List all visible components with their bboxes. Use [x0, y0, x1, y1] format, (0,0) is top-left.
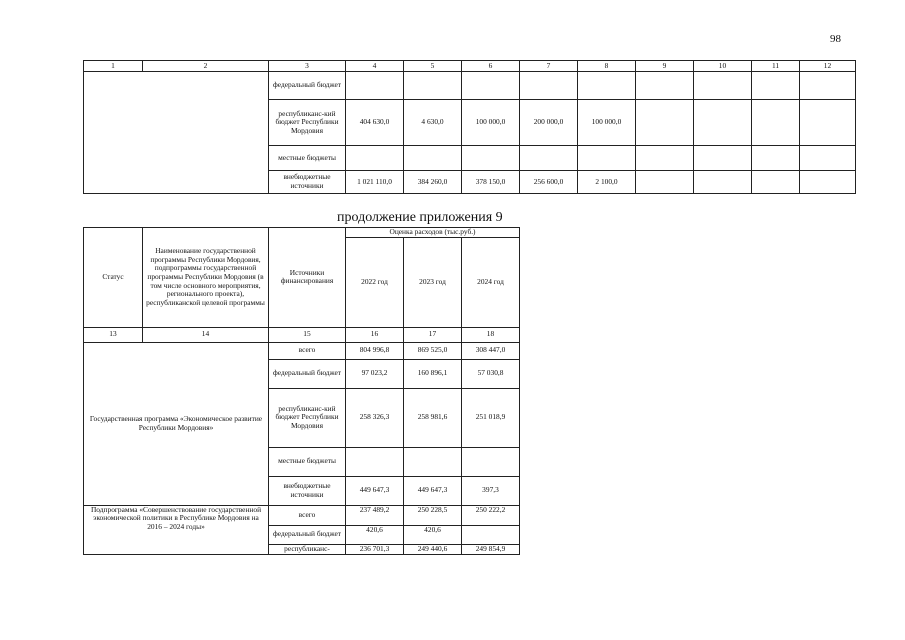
value-cell: 251 018,9	[462, 388, 520, 447]
value-cell: 378 150,0	[462, 171, 520, 194]
appendix-caption: продолжение приложения 9	[337, 210, 503, 225]
value-cell: 2 100,0	[578, 171, 636, 194]
value-cell: 869 525,0	[404, 342, 462, 359]
value-cell	[636, 146, 694, 171]
value-cell: 384 260,0	[404, 171, 462, 194]
value-cell: 1 021 110,0	[346, 171, 404, 194]
value-cell: 308 447,0	[462, 342, 520, 359]
value-cell	[752, 146, 800, 171]
value-cell	[800, 72, 856, 100]
value-cell	[346, 146, 404, 171]
value-cell: 4 630,0	[404, 100, 462, 146]
col-num: 4	[346, 61, 404, 72]
value-cell: 449 647,3	[346, 476, 404, 505]
value-cell	[404, 146, 462, 171]
col-num: 1	[84, 61, 143, 72]
value-cell: 420,6	[346, 525, 404, 544]
source-cell: федеральный бюджет	[269, 72, 346, 100]
table-expenditure-estimate	[83, 227, 520, 555]
source-cell: республиканс-кий бюджет Республики Мордовия	[269, 100, 346, 146]
value-cell	[520, 72, 578, 100]
value-cell	[800, 100, 856, 146]
source-cell: федеральный бюджет	[269, 359, 346, 388]
value-cell: 236 701,3	[346, 544, 404, 554]
estimate-header: Оценка расходов (тыс.руб.)	[346, 228, 520, 238]
value-cell: 258 981,6	[404, 388, 462, 447]
col-num: 5	[404, 61, 462, 72]
empty-merged-cell	[84, 72, 269, 194]
col-num: 18	[462, 327, 520, 342]
value-cell: 397,3	[462, 476, 520, 505]
source-cell: всего	[269, 342, 346, 359]
value-cell	[694, 146, 752, 171]
value-cell	[346, 447, 404, 476]
col-num: 17	[404, 327, 462, 342]
value-cell	[462, 525, 520, 544]
source-cell: местные бюджеты	[269, 447, 346, 476]
col-num: 10	[694, 61, 752, 72]
value-cell	[636, 171, 694, 194]
value-cell: 250 228,5	[404, 505, 462, 525]
value-cell	[800, 146, 856, 171]
value-cell	[462, 447, 520, 476]
value-cell: 420,6	[404, 525, 462, 544]
value-cell	[404, 447, 462, 476]
value-cell: 256 600,0	[520, 171, 578, 194]
col-num: 3	[269, 61, 346, 72]
col-num: 12	[800, 61, 856, 72]
value-cell: 237 489,2	[346, 505, 404, 525]
value-cell	[636, 100, 694, 146]
value-cell: 249 854,9	[462, 544, 520, 554]
col-num: 7	[520, 61, 578, 72]
value-cell: 449 647,3	[404, 476, 462, 505]
col-num: 6	[462, 61, 520, 72]
status-header: Статус	[84, 228, 143, 328]
year-2024-header: 2024 год	[462, 237, 520, 327]
header-row	[84, 228, 520, 238]
table-row	[84, 72, 856, 100]
value-cell	[694, 171, 752, 194]
value-cell: 100 000,0	[578, 100, 636, 146]
value-cell: 97 023,2	[346, 359, 404, 388]
col-num: 8	[578, 61, 636, 72]
value-cell	[636, 72, 694, 100]
value-cell: 200 000,0	[520, 100, 578, 146]
col-num: 11	[752, 61, 800, 72]
source-cell: внебюджетные источники	[269, 171, 346, 194]
value-cell: 160 896,1	[404, 359, 462, 388]
source-cell: внебюджетные источники	[269, 476, 346, 505]
value-cell	[694, 72, 752, 100]
source-cell: республиканс-кий бюджет Республики Мордовия	[269, 388, 346, 447]
sources-header: Источники финансирования	[269, 228, 346, 328]
value-cell: 250 222,2	[462, 505, 520, 525]
value-cell	[462, 72, 520, 100]
value-cell: 258 326,3	[346, 388, 404, 447]
program-name-cell: Государственная программа «Экономическое развитие Республики Мордовия»	[84, 342, 269, 505]
subprogram-name-cell: Подпрограмма «Совершенствование государственной экономической политики в Республике Мордовия на 2016 – 2024 годы»	[84, 505, 269, 554]
value-cell: 100 000,0	[462, 100, 520, 146]
table-row	[84, 505, 520, 525]
value-cell	[752, 171, 800, 194]
value-cell	[800, 171, 856, 194]
year-2022-header: 2022 год	[346, 237, 404, 327]
value-cell	[462, 146, 520, 171]
col-num: 16	[346, 327, 404, 342]
value-cell: 249 440,6	[404, 544, 462, 554]
value-cell	[346, 72, 404, 100]
value-cell: 404 630,0	[346, 100, 404, 146]
value-cell: 57 030,8	[462, 359, 520, 388]
value-cell	[578, 146, 636, 171]
source-cell: республиканс-	[269, 544, 346, 554]
name-header: Наименование государственной программы Республики Мордовия, подпрограммы государственной программы Республики Мордовия (в том числе основного мероприятия, регионального проекта), республиканской целевой программы	[143, 228, 269, 328]
col-num: 9	[636, 61, 694, 72]
value-cell	[404, 72, 462, 100]
table-row	[84, 342, 520, 359]
source-cell: федеральный бюджет	[269, 525, 346, 544]
value-cell: 804 996,8	[346, 342, 404, 359]
col-num: 13	[84, 327, 143, 342]
value-cell	[752, 100, 800, 146]
value-cell	[752, 72, 800, 100]
col-num: 14	[143, 327, 269, 342]
column-number-row	[84, 61, 856, 72]
col-num: 15	[269, 327, 346, 342]
source-cell: всего	[269, 505, 346, 525]
page-number: 98	[830, 33, 841, 45]
col-num: 2	[143, 61, 269, 72]
table-continuation-top	[83, 60, 856, 194]
year-2023-header: 2023 год	[404, 237, 462, 327]
value-cell	[520, 146, 578, 171]
column-number-row	[84, 327, 520, 342]
source-cell: местные бюджеты	[269, 146, 346, 171]
value-cell	[578, 72, 636, 100]
value-cell	[694, 100, 752, 146]
